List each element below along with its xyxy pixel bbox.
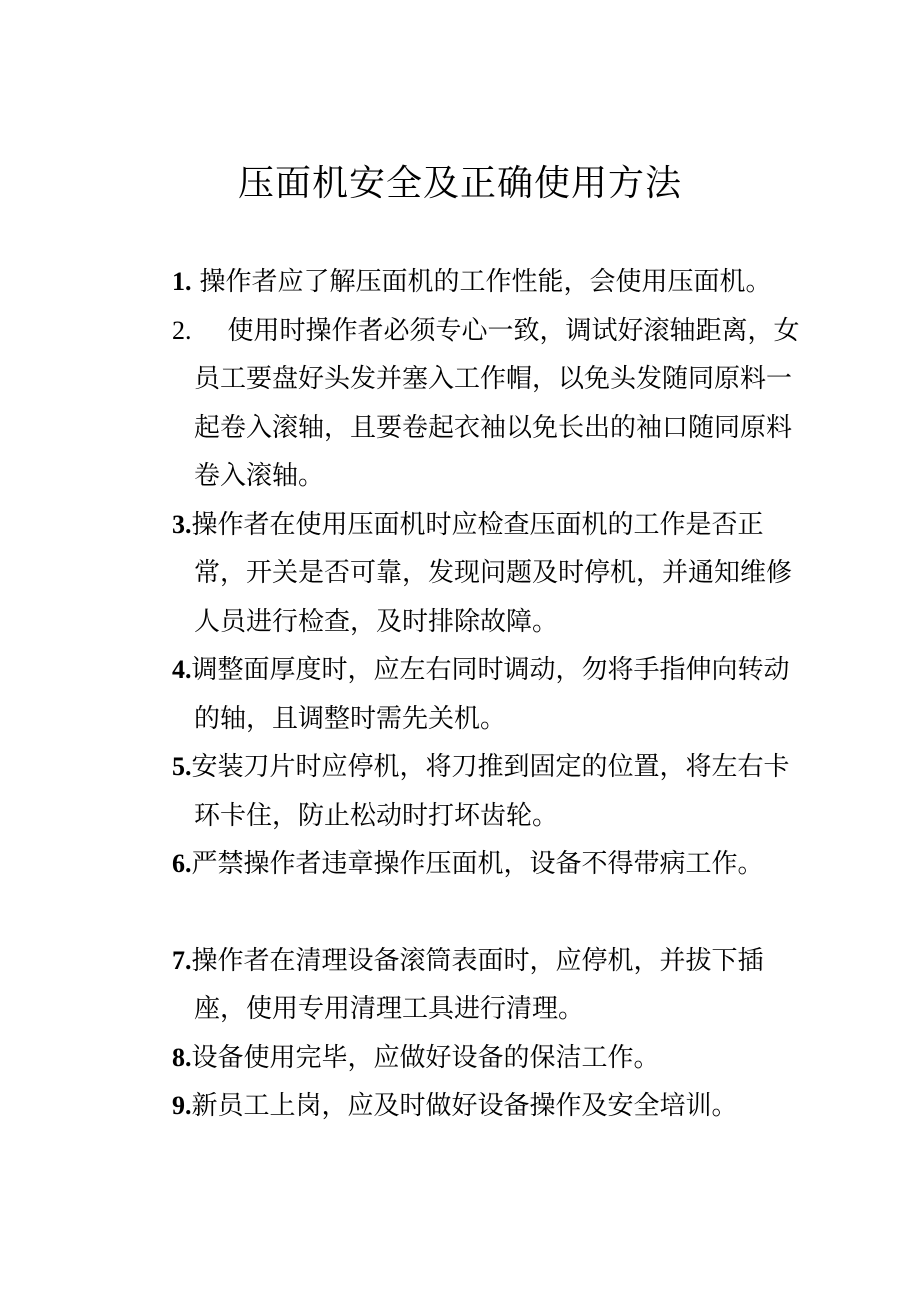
item-number: 4. bbox=[172, 655, 192, 684]
item-number: 9. bbox=[172, 1091, 192, 1120]
item-number: 2. bbox=[172, 315, 192, 345]
page-title: 压面机安全及正确使用方法 bbox=[237, 163, 682, 204]
item-text: 严禁操作者违章操作压面机，设备不得带病工作。 bbox=[191, 849, 764, 879]
list-item bbox=[172, 501, 812, 647]
item-text: 安装刀片时应停机，将刀推到固定的位置，将左右卡环卡住，防止松动时打坏齿轮。 bbox=[191, 752, 790, 831]
list-item bbox=[172, 1082, 812, 1131]
list-item bbox=[172, 307, 812, 501]
list-item bbox=[172, 258, 812, 307]
list-item bbox=[172, 937, 812, 1034]
list-item bbox=[172, 1034, 812, 1083]
item-text: 操作者应了解压面机的工作性能，会使用压面机。 bbox=[199, 267, 772, 297]
item-number: 3. bbox=[172, 509, 192, 539]
list-item bbox=[172, 840, 812, 889]
item-text: 新员工上岗，应及时做好设备操作及安全培训。 bbox=[191, 1091, 738, 1121]
item-text: 调整面厚度时，应左右同时调动，勿将手指伸向转动的轴，且调整时需先关机。 bbox=[191, 655, 790, 734]
list-item bbox=[172, 646, 812, 743]
item-number: 7. bbox=[172, 945, 192, 975]
list-item bbox=[172, 743, 812, 840]
item-number: 1. bbox=[172, 267, 192, 296]
item-text: 操作者在清理设备滚筒表面时，应停机，并拔下插座，使用专用清理工具进行清理。 bbox=[191, 945, 764, 1024]
item-number: 8. bbox=[172, 1042, 192, 1072]
item-text: 操作者在使用压面机时应检查压面机的工作是否正常，开关是否可靠，发现问题及时停机，并通知维修人员进行检查，及时排除故障。 bbox=[191, 509, 793, 637]
item-text: 设备使用完毕，应做好设备的保洁工作。 bbox=[191, 1042, 660, 1073]
item-number: 6. bbox=[172, 849, 192, 878]
rules-list bbox=[172, 258, 812, 1131]
item-number: 5. bbox=[172, 752, 192, 781]
item-text: 使用时操作者必须专心一致，调试好滚轴距离，女员工要盘好头发并塞入工作帽，以免头发随同原料一起卷入滚轴，且要卷起衣袖以免长出的袖口随同原料卷入滚轴。 bbox=[194, 315, 800, 491]
